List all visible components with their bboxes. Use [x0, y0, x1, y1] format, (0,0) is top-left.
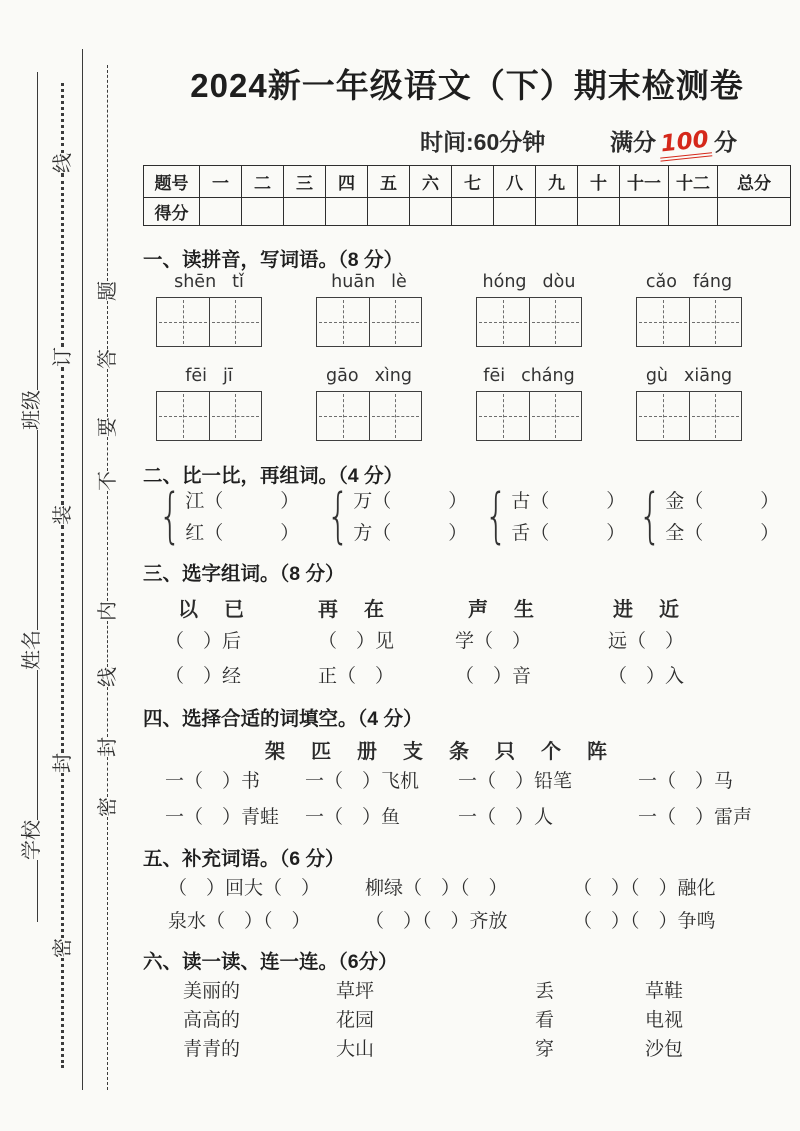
pinyin-writing-group: [316, 364, 422, 441]
writing-grid: [316, 391, 422, 441]
dashed-segment: [107, 817, 108, 1090]
section2-title: 二、比一比，再组词。（4 分）: [143, 465, 404, 487]
match-item: 美丽的: [183, 981, 241, 1002]
writing-cell: [157, 298, 209, 346]
time-limit-text: 时间:60分钟: [420, 129, 546, 155]
full-score-prefix: 满分: [610, 129, 656, 155]
char-bank-pair: 进 近: [613, 599, 679, 621]
table-header-cell: 七: [452, 166, 494, 198]
dashed-segment: [107, 491, 108, 601]
writing-cell: [529, 298, 582, 346]
fill-item: 正（ ）: [318, 666, 395, 687]
notice-char: 答: [97, 349, 119, 369]
pinyin-label: huān lè: [331, 272, 407, 292]
seal-char: 装: [52, 505, 74, 525]
binding-divider-line: [82, 49, 83, 1090]
empty-score-cell: [718, 198, 791, 226]
compare-pair-group: [477, 480, 626, 551]
pinyin-writing-group: [636, 364, 742, 441]
answer-paren: （ ）: [684, 491, 780, 512]
seal-binding-line: [50, 83, 76, 1068]
compare-char: 江: [185, 491, 205, 512]
fill-item: （ ）音: [455, 666, 532, 687]
empty-score-cell: [368, 198, 410, 226]
score-row: [144, 198, 791, 226]
exam-content: [143, 0, 791, 1131]
school-label: 学校: [21, 820, 43, 860]
full-score-text: [610, 124, 737, 160]
writing-grid: [156, 297, 262, 347]
match-item: 沙包: [645, 1039, 684, 1060]
compare-char: 万: [353, 491, 373, 512]
empty-score-cell: [284, 198, 326, 226]
seal-char: 线: [52, 153, 74, 173]
fill-item: 泉水（ ）（ ）: [168, 911, 311, 932]
writing-cell: [209, 298, 262, 346]
writing-grid: [316, 297, 422, 347]
answer-paren: （ ）: [204, 491, 300, 512]
writing-grid: [636, 391, 742, 441]
seal-char: 封: [52, 753, 74, 773]
pinyin-label: shēn tǐ: [174, 272, 244, 292]
compare-char: 方: [353, 523, 373, 544]
dotted-segment: [61, 173, 64, 347]
dotted-segment: [61, 958, 64, 1068]
name-label: 姓名: [21, 630, 43, 670]
fill-item: 远（ ）: [608, 631, 685, 652]
table-header-cell: 十: [578, 166, 620, 198]
compare-char: 全: [665, 523, 685, 544]
writing-cell: [477, 298, 529, 346]
writing-cell: [317, 392, 369, 440]
notice-char: 内: [97, 601, 119, 621]
table-header-cell: 二: [242, 166, 284, 198]
fill-item: 一（ ）雷声: [638, 807, 753, 828]
answer-paren: （ ）: [684, 523, 780, 544]
writing-cell: [637, 392, 689, 440]
brace-icon: {: [638, 480, 662, 551]
no-answer-notice-line: [95, 65, 121, 1090]
writing-cell: [689, 298, 742, 346]
fill-item: （ ）入: [608, 666, 685, 687]
table-header-cell: 九: [536, 166, 578, 198]
fill-item: 一（ ）人: [458, 807, 554, 828]
empty-score-cell: [620, 198, 669, 226]
fill-item: 一（ ）飞机: [305, 771, 420, 792]
table-header-cell: 十二: [669, 166, 718, 198]
notice-char: 题: [97, 281, 119, 301]
compare-char: 红: [185, 523, 205, 544]
writing-cell: [209, 392, 262, 440]
page-title: 2024新一年级语文（下）期末检测卷: [190, 67, 744, 104]
pinyin-label: hóng dòu: [482, 272, 576, 292]
dotted-segment: [61, 525, 64, 753]
pinyin-label: gù xiāng: [645, 366, 733, 386]
section6-title: 六、读一读、连一连。（6分）: [143, 951, 398, 973]
compare-pair-group: [631, 480, 780, 551]
writing-cell: [157, 392, 209, 440]
match-item: 青青的: [183, 1039, 241, 1060]
section4-title: 四、选择合适的词填空。（4 分）: [143, 708, 423, 730]
compare-char: 金: [665, 491, 685, 512]
dashed-segment: [107, 437, 108, 471]
brace-icon: {: [326, 480, 350, 551]
section3-title: 三、选字组词。（8 分）: [143, 563, 345, 585]
match-item: 花园: [336, 1010, 375, 1031]
writing-cell: [477, 392, 529, 440]
leading-blank-line: [17, 860, 38, 922]
answer-paren: （ ）: [530, 523, 626, 544]
writing-grid: [156, 391, 262, 441]
answer-paren: （ ）: [372, 523, 468, 544]
table-header-cell: 三: [284, 166, 326, 198]
hundred-points-icon: 100: [657, 126, 712, 161]
empty-score-cell: [452, 198, 494, 226]
answer-paren: （ ）: [372, 491, 468, 512]
fill-item: 学（ ）: [455, 631, 532, 652]
char-bank-pair: 再 在: [318, 599, 384, 621]
pinyin-writing-group: [476, 364, 582, 441]
pinyin-label: gāo xìng: [326, 366, 412, 386]
dashed-segment: [107, 621, 108, 667]
dotted-segment: [61, 367, 64, 505]
match-item: 大山: [336, 1039, 375, 1060]
compare-pair-group: [151, 480, 300, 551]
score-label-cell: 得分: [144, 198, 200, 226]
pinyin-writing-group: [316, 270, 422, 347]
student-info-line: [17, 72, 43, 922]
notice-char: 线: [97, 667, 119, 687]
seal-char: 密: [52, 938, 74, 958]
writing-cell: [689, 392, 742, 440]
fill-item: （ ）（ ）融化: [573, 878, 716, 899]
match-item: 草坪: [336, 981, 375, 1002]
dashed-segment: [107, 301, 108, 349]
fill-item: （ ）见: [318, 631, 395, 652]
table-header-cell: 六: [410, 166, 452, 198]
section5-title: 五、补充词语。（6 分）: [143, 848, 345, 870]
school-blank-line: [17, 670, 38, 820]
brace-icon: {: [158, 480, 182, 551]
class-blank-line: [17, 72, 38, 390]
match-item: 电视: [645, 1010, 684, 1031]
compare-char: 古: [511, 491, 531, 512]
dashed-segment: [107, 369, 108, 417]
dashed-segment: [107, 757, 108, 797]
table-header-cell: 五: [368, 166, 410, 198]
dashed-segment: [107, 65, 108, 281]
table-header-cell: 题号: [144, 166, 200, 198]
writing-cell: [369, 298, 422, 346]
fill-item: 一（ ）鱼: [305, 807, 401, 828]
notice-char: 不: [97, 471, 119, 491]
seal-char: 订: [52, 347, 74, 367]
dotted-segment: [61, 773, 64, 938]
fill-item: 柳绿（ ）（ ）: [365, 878, 508, 899]
pinyin-writing-group: [476, 270, 582, 347]
pinyin-label: fēi cháng: [483, 366, 575, 386]
notice-char: 封: [97, 737, 119, 757]
empty-score-cell: [578, 198, 620, 226]
match-item: 穿: [535, 1039, 555, 1060]
fill-item: （ ）经: [165, 666, 242, 687]
table-header-cell: 四: [326, 166, 368, 198]
char-bank-pair: 以 已: [178, 599, 244, 621]
question-number-row: [144, 166, 791, 198]
fill-item: （ ）回大（ ）: [168, 878, 321, 899]
empty-score-cell: [494, 198, 536, 226]
table-header-cell: 十一: [620, 166, 669, 198]
table-header-cell: 八: [494, 166, 536, 198]
empty-score-cell: [536, 198, 578, 226]
pinyin-writing-group: [156, 364, 262, 441]
writing-cell: [369, 392, 422, 440]
match-item: 高高的: [183, 1010, 241, 1031]
writing-grid: [476, 391, 582, 441]
section1-title: 一、读拼音，写词语。（8 分）: [143, 249, 404, 271]
answer-paren: （ ）: [530, 491, 626, 512]
score-table: [143, 165, 791, 226]
dashed-segment: [107, 687, 108, 737]
pinyin-label: cǎo fáng: [645, 272, 733, 292]
writing-cell: [529, 392, 582, 440]
empty-score-cell: [326, 198, 368, 226]
match-item: 草鞋: [645, 981, 684, 1002]
fill-item: （ ）（ ）齐放: [365, 911, 508, 932]
notice-char: 密: [97, 797, 119, 817]
empty-score-cell: [200, 198, 242, 226]
empty-score-cell: [242, 198, 284, 226]
fill-item: （ ）（ ）争鸣: [573, 911, 716, 932]
empty-score-cell: [410, 198, 452, 226]
pinyin-writing-group: [636, 270, 742, 347]
fill-item: 一（ ）书: [165, 771, 261, 792]
brace-icon: {: [484, 480, 508, 551]
writing-grid: [476, 297, 582, 347]
match-item: 丢: [535, 981, 555, 1002]
fill-item: （ ）后: [165, 631, 242, 652]
fill-item: 一（ ）青蛙: [165, 807, 280, 828]
compare-char: 舌: [511, 523, 531, 544]
name-blank-line: [17, 430, 38, 630]
empty-score-cell: [669, 198, 718, 226]
pinyin-label: fēi jī: [185, 366, 233, 386]
writing-cell: [637, 298, 689, 346]
answer-paren: （ ）: [204, 523, 300, 544]
writing-cell: [317, 298, 369, 346]
writing-grid: [636, 297, 742, 347]
dotted-segment: [61, 83, 64, 153]
notice-char: 要: [97, 417, 119, 437]
measure-word-bank: 架 匹 册 支 条 只 个 阵: [265, 741, 607, 763]
fill-item: 一（ ）铅笔: [458, 771, 573, 792]
fill-item: 一（ ）马: [638, 771, 734, 792]
table-header-cell: 总分: [718, 166, 791, 198]
pinyin-writing-group: [156, 270, 262, 347]
class-label: 班级: [21, 390, 43, 430]
compare-pair-group: [319, 480, 468, 551]
char-bank-pair: 声 生: [468, 599, 534, 621]
match-item: 看: [535, 1010, 555, 1031]
full-score-suffix: 分: [714, 129, 738, 155]
table-header-cell: 一: [200, 166, 242, 198]
